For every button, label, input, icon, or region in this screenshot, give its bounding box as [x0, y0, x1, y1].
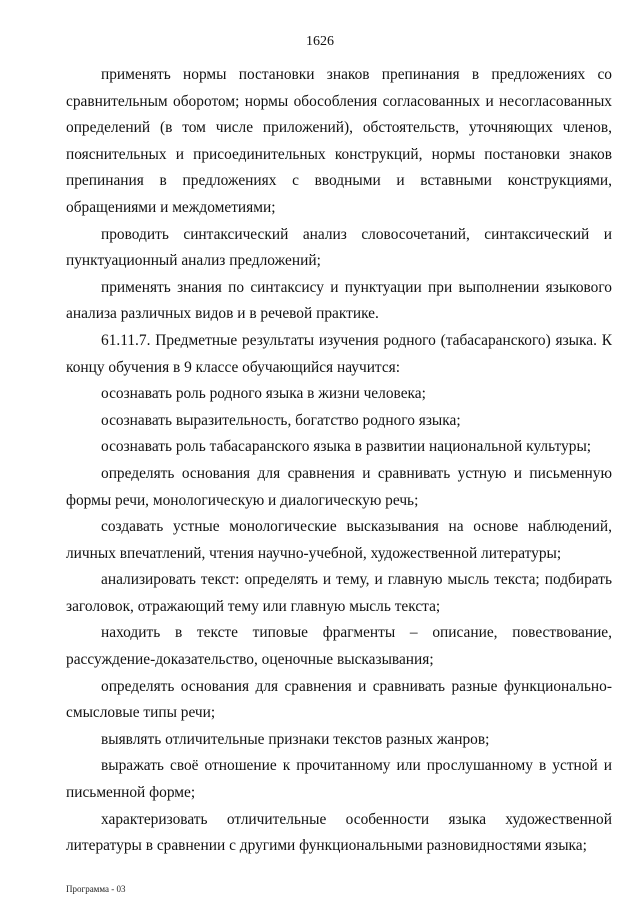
- paragraph: определять основания для сравнения и сравнивать устную и письменную формы речи, монологическую и диалогическую речь;: [66, 464, 612, 509]
- paragraph: осознавать выразительность, богатство родного языка;: [101, 411, 461, 429]
- body-text: [66, 62, 612, 860]
- paragraph: осознавать роль табасаранского языка в развитии национальной культуры;: [101, 438, 592, 456]
- paragraph: определять основания для сравнения и сравнивать разные функционально-смысловые типы речи;: [66, 677, 612, 722]
- paragraph: применять нормы постановки знаков препинания в предложениях со сравнительным оборотом; нормы обособления согласованных и несогласованных определений (в том числе приложений), обстоятельств, уточняющих членов, пояснительных и присоединительных конструкций, нормы постановки знаков препинания в предложениях с вводными и вставными конструкциями, обращениями и междометиями;: [66, 66, 612, 216]
- paragraph: выявлять отличительные признаки текстов разных жанров;: [101, 730, 490, 748]
- section-heading-paragraph: 61.11.7. Предметные результаты изучения родного (табасаранского) языка. К концу обучения в 9 классе обучающийся научится:: [66, 331, 612, 376]
- paragraph: создавать устные монологические высказывания на основе наблюдений, личных впечатлений, чтения научно-учебной, художественной литературы;: [66, 518, 612, 562]
- footer-label: Программа - 03: [66, 884, 126, 894]
- paragraph: анализировать текст: определять и тему, и главную мысль текста; подбирать заголовок, отражающий тему или главную мысль текста;: [66, 571, 612, 615]
- paragraph: характеризовать отличительные особенности языка художественной литературы в сравнении с другими функциональными разновидностями языка;: [66, 810, 612, 855]
- page-number: 1626: [306, 34, 334, 49]
- paragraph: проводить синтаксический анализ словосочетаний, синтаксический и пунктуационный анализ предложений;: [66, 225, 612, 270]
- paragraph: находить в тексте типовые фрагменты – описание, повествование, рассуждение-доказательство, оценочные высказывания;: [66, 624, 612, 669]
- paragraph: применять знания по синтаксису и пунктуации при выполнении языкового анализа различных видов и в речевой практике.: [66, 278, 612, 323]
- paragraph: выражать своё отношение к прочитанному или прослушанному в устной и письменной форме;: [66, 757, 612, 802]
- paragraph: осознавать роль родного языка в жизни человека;: [101, 385, 426, 403]
